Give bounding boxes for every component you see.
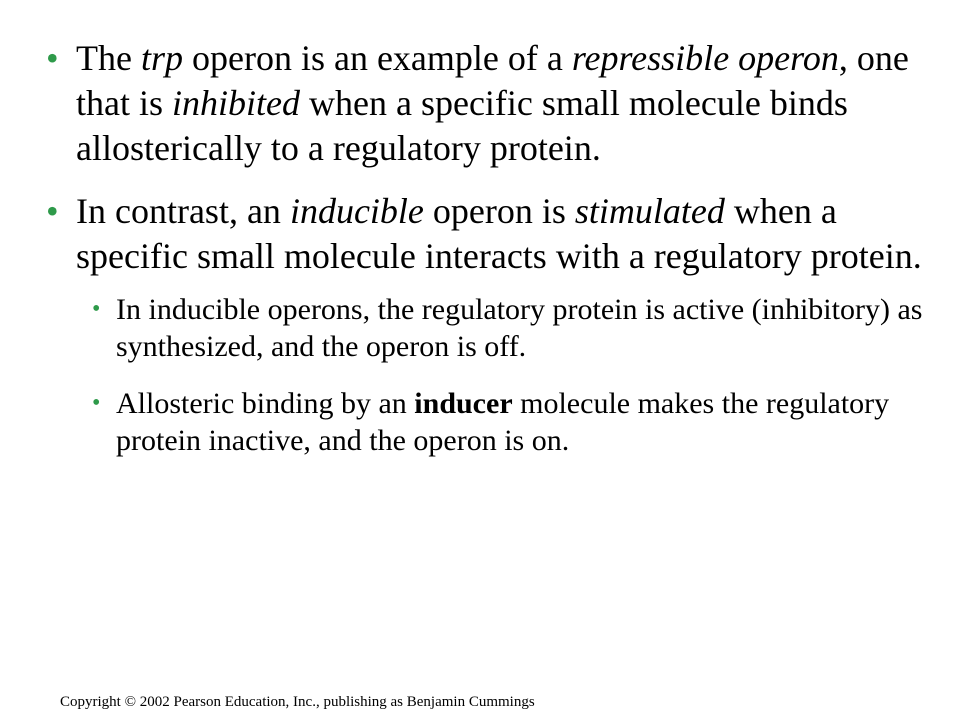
bullet-marker: • bbox=[46, 191, 59, 231]
bullet-list bbox=[46, 36, 926, 479]
sub-bullet-inducer bbox=[92, 385, 926, 459]
sub-bullet-marker: • bbox=[92, 296, 101, 322]
seg: when a specific small molecule binds allosterically to a regulatory protein. bbox=[76, 83, 848, 168]
seg: operon is bbox=[423, 191, 575, 231]
seg: , one that is bbox=[76, 38, 909, 123]
seg: molecule makes the regulatory protein inactive, and the operon is on. bbox=[116, 387, 890, 457]
seg: The bbox=[76, 38, 141, 78]
seg: Allosteric binding by an bbox=[116, 387, 415, 420]
sub-bullet-marker: • bbox=[92, 390, 101, 416]
seg: In inducible operons, the regulatory protein is active (inhibitory) as synthesized, and the operon is off. bbox=[116, 293, 923, 363]
seg-inducible: inducible bbox=[289, 191, 424, 231]
sub-bullet-list bbox=[76, 291, 926, 459]
seg-repressible-operon: repressible operon bbox=[571, 38, 839, 78]
bullet-repressible-operon bbox=[46, 36, 926, 171]
seg: In contrast, an bbox=[76, 191, 290, 231]
seg-inhibited: inhibited bbox=[172, 83, 300, 123]
bullet-marker: • bbox=[46, 38, 59, 78]
seg-trp: trp bbox=[140, 38, 183, 78]
seg: when a specific small molecule interacts with a regulatory protein. bbox=[76, 191, 922, 276]
seg: operon is an example of a bbox=[182, 38, 572, 78]
bullet-inducible-operon bbox=[46, 189, 926, 459]
seg-inducer: inducer bbox=[414, 387, 513, 420]
seg-stimulated: stimulated bbox=[574, 191, 725, 231]
copyright-footer: Copyright © 2002 Pearson Education, Inc., publishing as Benjamin Cummings bbox=[60, 694, 535, 710]
sub-bullet-regulatory-active bbox=[92, 291, 926, 365]
